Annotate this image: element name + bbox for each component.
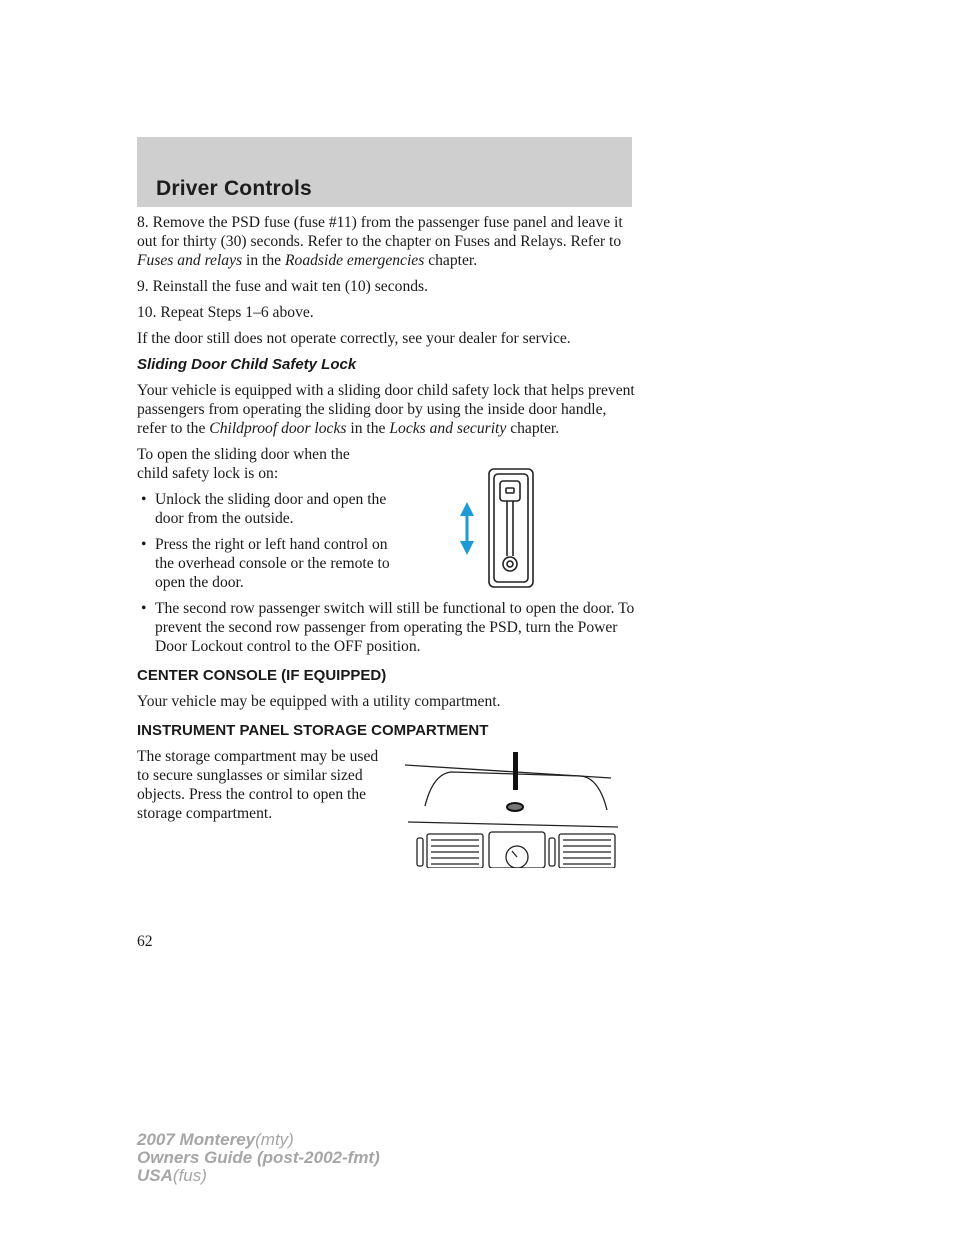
door-handle-icon (489, 469, 533, 587)
storage-release-button-icon (507, 803, 523, 811)
page-content (137, 213, 635, 830)
pointer-line-icon (513, 752, 518, 790)
list-item: • Press the right or left hand control on the overhead console or the remote to open the door. (141, 536, 390, 591)
center-console-heading: CENTER CONSOLE (IF EQUIPPED) (137, 667, 387, 684)
open-door-lead: To open the sliding door when the child safety lock is on: (137, 446, 350, 482)
document-footer: 2007 Monterey(mty) Owners Guide (post-2002-fmt) USA(fus) (137, 1130, 380, 1185)
child-lock-heading: Sliding Door Child Safety Lock (137, 356, 357, 373)
step-9: 9. Reinstall the fuse and wait ten (10) seconds. (137, 278, 429, 295)
child-lock-intro: Your vehicle is equipped with a sliding door child safety lock that helps prevent passengers from operating the sliding door by using the inside door handle, refer to the Childproof door locks in the Locks and security chapter. (137, 382, 635, 437)
section-header-bar (137, 137, 632, 207)
list-item: • The second row passenger switch will still be functional to open the door. To prevent the second row passenger from operating the PSD, turn the Power Door Lockout control to the OFF position. (141, 600, 635, 655)
sliding-door-handle-illustration (455, 466, 545, 591)
instrument-panel-illustration (405, 750, 621, 868)
fuses-relays-ref: Fuses and relays (137, 252, 243, 269)
ip-storage-text: The storage compartment may be used to secure sunglasses or similar sized objects. Press the control to open the storage compartment. (137, 748, 379, 822)
roadside-emergencies-ref: Roadside emergencies (285, 252, 425, 269)
step-8: 8. Remove the PSD fuse (fuse #11) from the passenger fuse panel and leave it out for thirty (30) seconds. Refer to the chapter on Fuses and Relays. Refer to Fuses and relays in the Roadside emergencies chapter. (137, 214, 623, 269)
up-down-arrow-icon (460, 502, 474, 555)
step-10: 10. Repeat Steps 1–6 above. (137, 304, 314, 321)
dealer-note: If the door still does not operate correctly, see your dealer for service. (137, 330, 571, 347)
list-item: • Unlock the sliding door and open the door from the outside. (141, 491, 387, 527)
ip-storage-heading: INSTRUMENT PANEL STORAGE COMPARTMENT (137, 722, 489, 739)
childproof-locks-ref: Childproof door locks (209, 420, 347, 437)
locks-security-ref: Locks and security (389, 420, 507, 437)
page-number: 62 (137, 933, 153, 950)
section-title: Driver Controls (156, 177, 312, 200)
center-console-text: Your vehicle may be equipped with a utility compartment. (137, 693, 501, 710)
